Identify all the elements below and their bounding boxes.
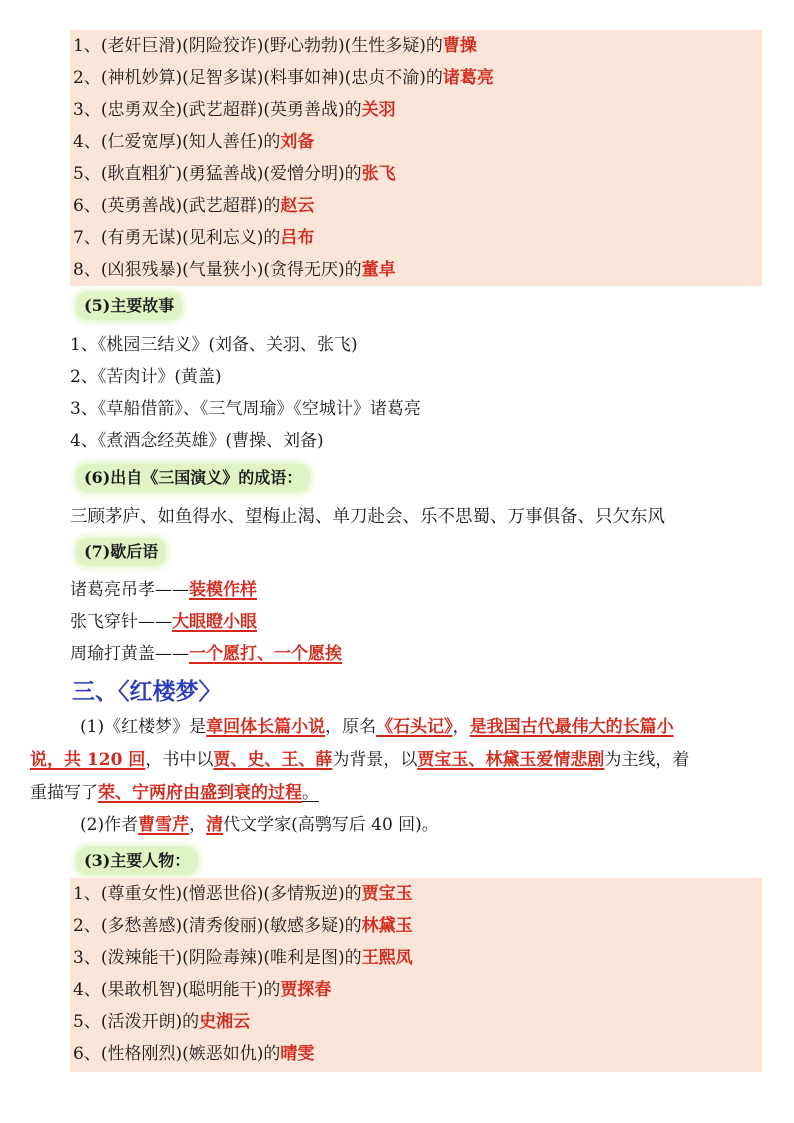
character-name: 贾探春	[280, 980, 332, 1000]
list-item: 4、(果敢机智)(聪明能干)的贾探春	[73, 980, 332, 1000]
character-name: 董卓	[361, 260, 396, 280]
xiehouyu-item: 张飞穿针——大眼瞪小眼	[70, 612, 257, 632]
section-title-hongloumeng: 三、〈红楼梦〉	[72, 678, 222, 705]
character-name: 吕布	[280, 228, 315, 248]
list-item: 6、(性格刚烈)(嫉恶如仇)的晴雯	[73, 1044, 315, 1064]
list-item: 8、(凶狠残暴)(气量狭小)(贪得无厌)的董卓	[73, 260, 396, 280]
character-name: 林黛玉	[361, 916, 413, 936]
character-name: 曹操	[442, 36, 477, 56]
character-name: 晴雯	[280, 1044, 315, 1064]
idioms-text: 三顾茅庐、如鱼得水、望梅止渴、单刀赴会、乐不思蜀、万事俱备、只欠东风	[70, 507, 665, 527]
character-name: 关羽	[361, 100, 396, 120]
xiehouyu-answer: 装模作样	[189, 580, 257, 600]
story-item: 3、《草船借箭》、《三气周瑜》《空城计》诸葛亮	[70, 399, 421, 419]
list-item: 1、(老奸巨滑)(阴险狡诈)(野心勃勃)(生性多疑)的曹操	[73, 36, 477, 56]
story-item: 2、《苦肉计》(黄盖)	[70, 367, 222, 387]
character-name: 赵云	[280, 196, 315, 216]
list-item: 2、(神机妙算)(足智多谋)(料事如神)(忠贞不渝)的诸葛亮	[73, 68, 494, 88]
hlm-characters-list	[70, 878, 762, 1072]
section-heading-stories: (5)主要故事	[76, 292, 182, 320]
section-heading-xiehouyu: (7)歇后语	[76, 538, 166, 566]
story-item: 4、《煮酒念经英雄》(曹操、刘备)	[70, 431, 324, 451]
list-item: 4、(仁爱宽厚)(知人善任)的刘备	[73, 132, 315, 152]
section-heading-idioms: (6)出自《三国演义》的成语：	[76, 464, 310, 492]
list-item: 5、(活泼开朗)的史湘云	[73, 1012, 251, 1032]
intro-paragraph: (1)《红楼梦》是章回体长篇小说，原名《石头记》，是我国古代最伟大的长篇小 说，共 120 回，书中以贾、史、王、薛为背景，以贾宝玉、林黛玉爱情悲剧为主线，着 重描写了荣、宁两府由盛到衰的过程。	[30, 717, 690, 803]
author-paragraph: (2)作者曹雪芹，清代文学家(高鹗写后 40 回)。	[80, 815, 439, 835]
xiehouyu-item: 周瑜打黄盖——一个愿打、一个愿挨	[70, 644, 342, 664]
list-item: 1、(尊重女性)(憎恶世俗)(多情叛逆)的贾宝玉	[73, 884, 413, 904]
xiehouyu-answer: 一个愿打、一个愿挨	[189, 644, 342, 664]
character-name: 刘备	[280, 132, 315, 152]
character-name: 张飞	[361, 164, 396, 184]
story-item: 1、《桃园三结义》(刘备、关羽、张飞)	[70, 335, 358, 355]
xiehouyu-answer: 大眼瞪小眼	[172, 612, 257, 632]
character-name: 史湘云	[199, 1012, 251, 1032]
list-item: 3、(忠勇双全)(武艺超群)(英勇善战)的关羽	[73, 100, 396, 120]
list-item: 3、(泼辣能干)(阴险毒辣)(唯利是图)的王熙凤	[73, 948, 413, 968]
list-item: 2、(多愁善感)(清秀俊丽)(敏感多疑)的林黛玉	[73, 916, 413, 936]
list-item: 7、(有勇无谋)(见利忘义)的吕布	[73, 228, 315, 248]
character-name: 贾宝玉	[361, 884, 413, 904]
sanguo-characters-list	[70, 30, 762, 286]
section-heading-characters: (3)主要人物：	[76, 847, 198, 875]
list-item: 6、(英勇善战)(武艺超群)的赵云	[73, 196, 315, 216]
list-item: 5、(耿直粗犷)(勇猛善战)(爱憎分明)的张飞	[73, 164, 396, 184]
character-name: 王熙凤	[361, 948, 413, 968]
character-name: 诸葛亮	[442, 68, 494, 88]
xiehouyu-item: 诸葛亮吊孝——装模作样	[70, 580, 257, 600]
